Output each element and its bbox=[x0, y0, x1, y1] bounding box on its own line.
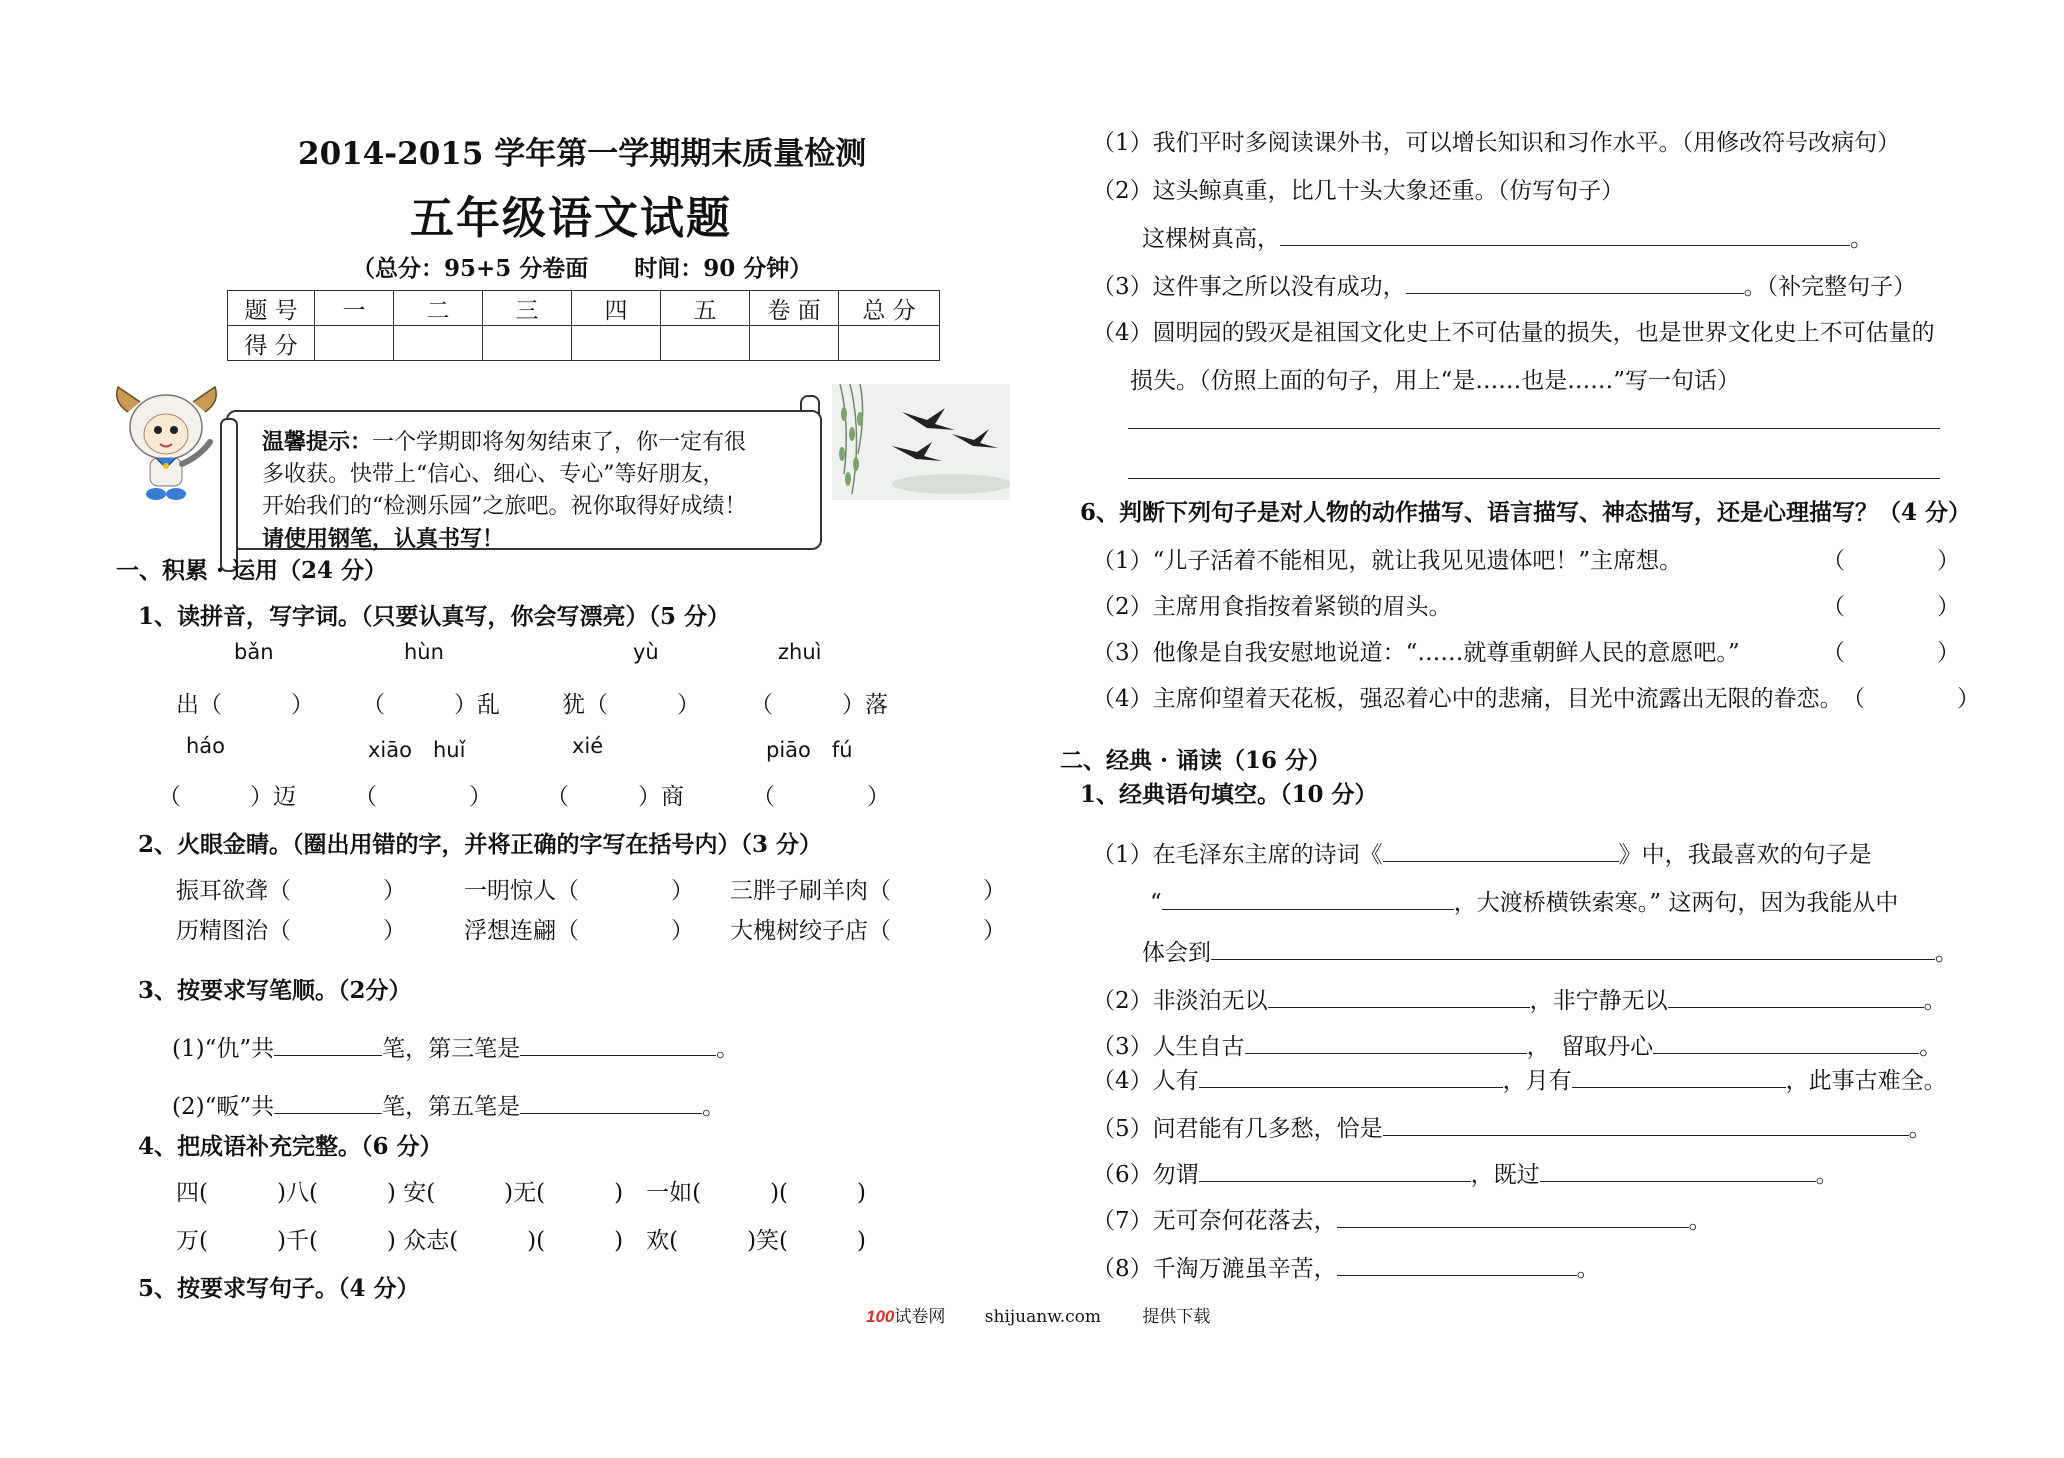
judge-answer[interactable]: （ ） bbox=[1822, 594, 1960, 620]
score-table-score-row bbox=[228, 326, 940, 361]
stroke-q2-mid: 笔，第五笔是 bbox=[382, 1094, 521, 1120]
fill-blank[interactable] bbox=[1199, 1157, 1471, 1182]
fill-item-2 bbox=[1092, 982, 1947, 1015]
stroke-count-blank[interactable] bbox=[274, 1089, 382, 1114]
stroke-count-blank[interactable] bbox=[274, 1031, 382, 1056]
correction-item[interactable]: 振耳欲聋（ ） bbox=[176, 878, 406, 904]
pinyin-label: zhuì bbox=[778, 640, 822, 664]
score-cell: 二 bbox=[394, 291, 483, 326]
stroke-q1-mid: 笔，第三笔是 bbox=[382, 1036, 521, 1062]
period: 。 bbox=[1576, 1256, 1600, 1282]
fill-prefix: （3）人生自古 bbox=[1092, 1034, 1245, 1060]
fill-blank[interactable] bbox=[1383, 1111, 1909, 1136]
answer-line[interactable] bbox=[1128, 428, 1940, 429]
sentence-task-2-answer bbox=[1142, 220, 1873, 253]
tip-line2: 多收获。快带上“信心、细心、专心”等好朋友， bbox=[262, 462, 725, 487]
score-cell: 总 分 bbox=[839, 291, 940, 326]
period: 。 bbox=[1815, 1162, 1839, 1188]
fill-prefix: （2）非淡泊无以 bbox=[1092, 988, 1268, 1014]
footer-url[interactable]: shijuanw.com bbox=[984, 1307, 1102, 1327]
period: 。 bbox=[1850, 226, 1873, 252]
word-blank[interactable]: 出（ ） bbox=[176, 692, 314, 718]
period: 。 bbox=[1688, 1208, 1712, 1234]
score-cell: 得 分 bbox=[228, 326, 315, 361]
footer-logo: 100 bbox=[866, 1307, 895, 1326]
period: 。 bbox=[1908, 1116, 1932, 1142]
score-input-cell[interactable] bbox=[839, 326, 940, 361]
score-table-header-row bbox=[228, 291, 940, 326]
sentence-task-1: （1）我们平时多阅读课外书，可以增长知识和习作水平。（用修改符号改病句） bbox=[1092, 130, 1901, 156]
score-input-cell[interactable] bbox=[394, 326, 483, 361]
fill-prefix: （8）千淘万漉虽辛苦， bbox=[1092, 1256, 1337, 1282]
word-blank[interactable]: （ ）落 bbox=[750, 692, 888, 718]
fill-suffix: 》中，我最喜欢的句子是 bbox=[1618, 842, 1872, 868]
score-input-cell[interactable] bbox=[483, 326, 572, 361]
fill-prefix: （7）无可奈何花落去， bbox=[1092, 1208, 1337, 1234]
fill-blank[interactable] bbox=[1199, 1063, 1503, 1088]
fill-blank[interactable] bbox=[1668, 983, 1924, 1008]
judge-answer[interactable]: （ ） bbox=[1842, 686, 1980, 712]
pinyin-label: xié bbox=[572, 734, 604, 758]
idiom-row[interactable]: 四( )八( ) 安( )无( ) 一如( )( ) bbox=[176, 1180, 866, 1206]
question-3-heading: 3、按要求写笔顺。（2分） bbox=[138, 977, 412, 1004]
fill-blank[interactable] bbox=[1337, 1251, 1577, 1276]
footer bbox=[866, 1302, 1210, 1327]
fill-item-4 bbox=[1092, 1062, 1947, 1095]
tip-text bbox=[262, 426, 747, 556]
word-blank[interactable]: （ ）乱 bbox=[362, 692, 500, 718]
score-cell: 三 bbox=[483, 291, 572, 326]
fill-suffix: ，大渡桥横铁索寒。” 这两句，因为我能从中 bbox=[1453, 890, 1899, 916]
fill-prefix: （5）问君能有几多愁，恰是 bbox=[1092, 1116, 1383, 1142]
fill-mid: ，非宁静无以 bbox=[1529, 988, 1668, 1014]
footer-site: 试卷网 bbox=[894, 1307, 946, 1327]
fill-blank[interactable] bbox=[1337, 1203, 1689, 1228]
fill-prefix: （1）在毛泽东主席的诗词《 bbox=[1092, 842, 1383, 868]
section-2-question-1: 1、经典语句填空。（10 分） bbox=[1080, 781, 1378, 808]
sentence-task-4: （4）圆明园的毁灭是祖国文化史上不可估量的损失，也是世界文化史上不可估量的 bbox=[1092, 320, 1935, 346]
period: 。 bbox=[1935, 940, 1958, 966]
word-blank[interactable]: （ ） bbox=[752, 784, 890, 810]
fill-item-7 bbox=[1092, 1202, 1712, 1235]
score-input-cell[interactable] bbox=[315, 326, 394, 361]
fill-item-1-line3 bbox=[1142, 934, 1958, 967]
pinyin-label: háo bbox=[186, 734, 226, 758]
question-2-heading: 2、火眼金睛。（圈出用错的字，并将正确的字写在括号内）（3 分） bbox=[138, 831, 823, 858]
exam-subtitle: （总分：95+5 分卷面 时间：90 分钟） bbox=[352, 255, 813, 282]
score-input-cell[interactable] bbox=[661, 326, 750, 361]
fill-blank[interactable] bbox=[1211, 935, 1935, 960]
stroke-q1-prefix: (1)“仇”共 bbox=[172, 1036, 275, 1062]
pinyin-label: xiāo huǐ bbox=[368, 738, 466, 762]
stroke-order-line-1 bbox=[172, 1030, 739, 1063]
sentence-suffix: 。（补完整句子） bbox=[1743, 274, 1917, 300]
fill-blank[interactable] bbox=[1572, 1063, 1786, 1088]
judge-item: （1）“儿子活着不能相见，就让我见见遗体吧！”主席想。 bbox=[1092, 548, 1683, 574]
correction-item[interactable]: 大槐树绞子店（ ） bbox=[730, 918, 1006, 944]
fill-item-8 bbox=[1092, 1250, 1600, 1283]
exam-title-line2: 五年级语文试题 bbox=[410, 193, 732, 244]
fill-prefix: （4）人有 bbox=[1092, 1068, 1199, 1094]
question-6-heading: 6、判断下列句子是对人物的动作描写、语言描写、神态描写，还是心理描写？（4 分） bbox=[1080, 499, 1972, 526]
fill-blank[interactable] bbox=[1540, 1157, 1816, 1182]
sentence-task-2: （2）这头鲸真重，比几十头大象还重。（仿写句子） bbox=[1092, 178, 1625, 204]
scroll-roll-decoration bbox=[220, 418, 238, 572]
stroke-order-line-2 bbox=[172, 1088, 725, 1121]
score-input-cell[interactable] bbox=[572, 326, 661, 361]
fill-blank[interactable] bbox=[1268, 983, 1530, 1008]
correction-item[interactable]: 历精图治（ ） bbox=[176, 918, 406, 944]
sentence-prefix: 这棵树真高， bbox=[1142, 226, 1280, 252]
answer-line[interactable] bbox=[1128, 478, 1940, 479]
answer-blank[interactable] bbox=[1406, 269, 1744, 294]
score-cell: 一 bbox=[315, 291, 394, 326]
period: 。 bbox=[716, 1036, 740, 1062]
fill-mid: ，月有 bbox=[1502, 1068, 1572, 1094]
judge-answer[interactable]: （ ） bbox=[1822, 548, 1960, 574]
sentence-task-3 bbox=[1092, 268, 1916, 301]
fill-suffix: ，此事古难全。 bbox=[1785, 1068, 1947, 1094]
question-1-heading: 1、读拼音，写字词。（只要认真写，你会写漂亮）（5 分） bbox=[138, 603, 731, 630]
section-2-heading: 二、经典 · 诵读（16 分） bbox=[1060, 747, 1332, 774]
word-blank[interactable]: （ ） bbox=[354, 784, 492, 810]
word-blank[interactable]: （ ）迈 bbox=[158, 784, 296, 810]
tip-line3: 开始我们的“检测乐园”之旅吧。祝你取得好成绩！ bbox=[262, 494, 747, 519]
question-5-heading: 5、按要求写句子。（4 分） bbox=[138, 1275, 420, 1302]
fill-item-6 bbox=[1092, 1156, 1839, 1189]
score-cell: 题 号 bbox=[228, 291, 315, 326]
pinyin-label: hùn bbox=[404, 640, 444, 664]
judge-item: （4）主席仰望着天花板，强忍着心中的悲痛，目光中流露出无限的眷恋。 bbox=[1092, 686, 1843, 712]
fill-item-1 bbox=[1092, 836, 1872, 869]
correction-item[interactable]: 一明惊人（ ） bbox=[464, 878, 694, 904]
judge-item: （2）主席用食指按着紧锁的眉头。 bbox=[1092, 594, 1452, 620]
fill-blank[interactable] bbox=[1245, 1029, 1527, 1054]
fill-prefix: 体会到 bbox=[1142, 940, 1211, 966]
question-4-heading: 4、把成语补充完整。（6 分） bbox=[138, 1133, 443, 1160]
stroke-answer-blank[interactable] bbox=[520, 1031, 716, 1056]
score-table bbox=[227, 290, 940, 361]
judge-answer[interactable]: （ ） bbox=[1822, 640, 1960, 666]
quote-mark: “ bbox=[1150, 890, 1162, 916]
stroke-answer-blank[interactable] bbox=[520, 1089, 702, 1114]
footer-note: 提供下载 bbox=[1142, 1307, 1211, 1327]
correction-item[interactable]: 三胖子刷羊肉（ ） bbox=[730, 878, 1006, 904]
swallows-willow-illustration bbox=[832, 384, 1010, 500]
exam-title-line1: 2014-2015 学年第一学期期末质量检测 bbox=[298, 136, 867, 172]
answer-blank[interactable] bbox=[1280, 221, 1850, 246]
idiom-row[interactable]: 万( )千( ) 众志( )( ) 欢( )笑( ) bbox=[176, 1228, 866, 1254]
sentence-task-4-cont: 损失。（仿照上面的句子，用上“是……也是……”写一句话） bbox=[1130, 368, 1741, 394]
stroke-q2-prefix: (2)“畈”共 bbox=[172, 1094, 275, 1120]
word-blank[interactable]: （ ）商 bbox=[546, 784, 684, 810]
fill-item-5 bbox=[1092, 1110, 1932, 1143]
word-blank[interactable]: 犹（ ） bbox=[562, 692, 700, 718]
sheep-mascot-illustration bbox=[110, 382, 230, 507]
fill-prefix: （6）勿谓 bbox=[1092, 1162, 1199, 1188]
score-cell: 四 bbox=[572, 291, 661, 326]
fill-blank[interactable] bbox=[1653, 1029, 1919, 1054]
fill-item-1-line2 bbox=[1150, 884, 1898, 917]
score-input-cell[interactable] bbox=[750, 326, 839, 361]
period: 。 bbox=[1919, 1034, 1943, 1060]
correction-item[interactable]: 浮想连翩（ ） bbox=[464, 918, 694, 944]
period: 。 bbox=[1923, 988, 1947, 1014]
fill-blank[interactable] bbox=[1162, 885, 1454, 910]
sentence-prefix: （3）这件事之所以没有成功， bbox=[1092, 274, 1406, 300]
fill-mid: ， 留取丹心 bbox=[1526, 1034, 1654, 1060]
fill-blank[interactable] bbox=[1383, 837, 1619, 862]
judge-item: （3）他像是自我安慰地说道：“……就尊重朝鲜人民的意愿吧。” bbox=[1092, 640, 1740, 666]
period: 。 bbox=[702, 1094, 726, 1120]
pinyin-label: bǎn bbox=[234, 640, 274, 664]
score-cell: 五 bbox=[661, 291, 750, 326]
tip-line1: 一个学期即将匆匆结束了，你一定有很 bbox=[372, 430, 747, 455]
tip-line4: 请使用钢笔，认真书写！ bbox=[262, 526, 505, 552]
tip-label: 温馨提示： bbox=[262, 429, 373, 455]
pinyin-label: yù bbox=[633, 640, 659, 664]
pinyin-label: piāo fú bbox=[766, 738, 853, 762]
fill-mid: ，既过 bbox=[1470, 1162, 1540, 1188]
section-1-heading: 一、积累 · 运用（24 分） bbox=[116, 557, 388, 584]
score-cell: 卷 面 bbox=[750, 291, 839, 326]
fill-item-3 bbox=[1092, 1028, 1942, 1061]
